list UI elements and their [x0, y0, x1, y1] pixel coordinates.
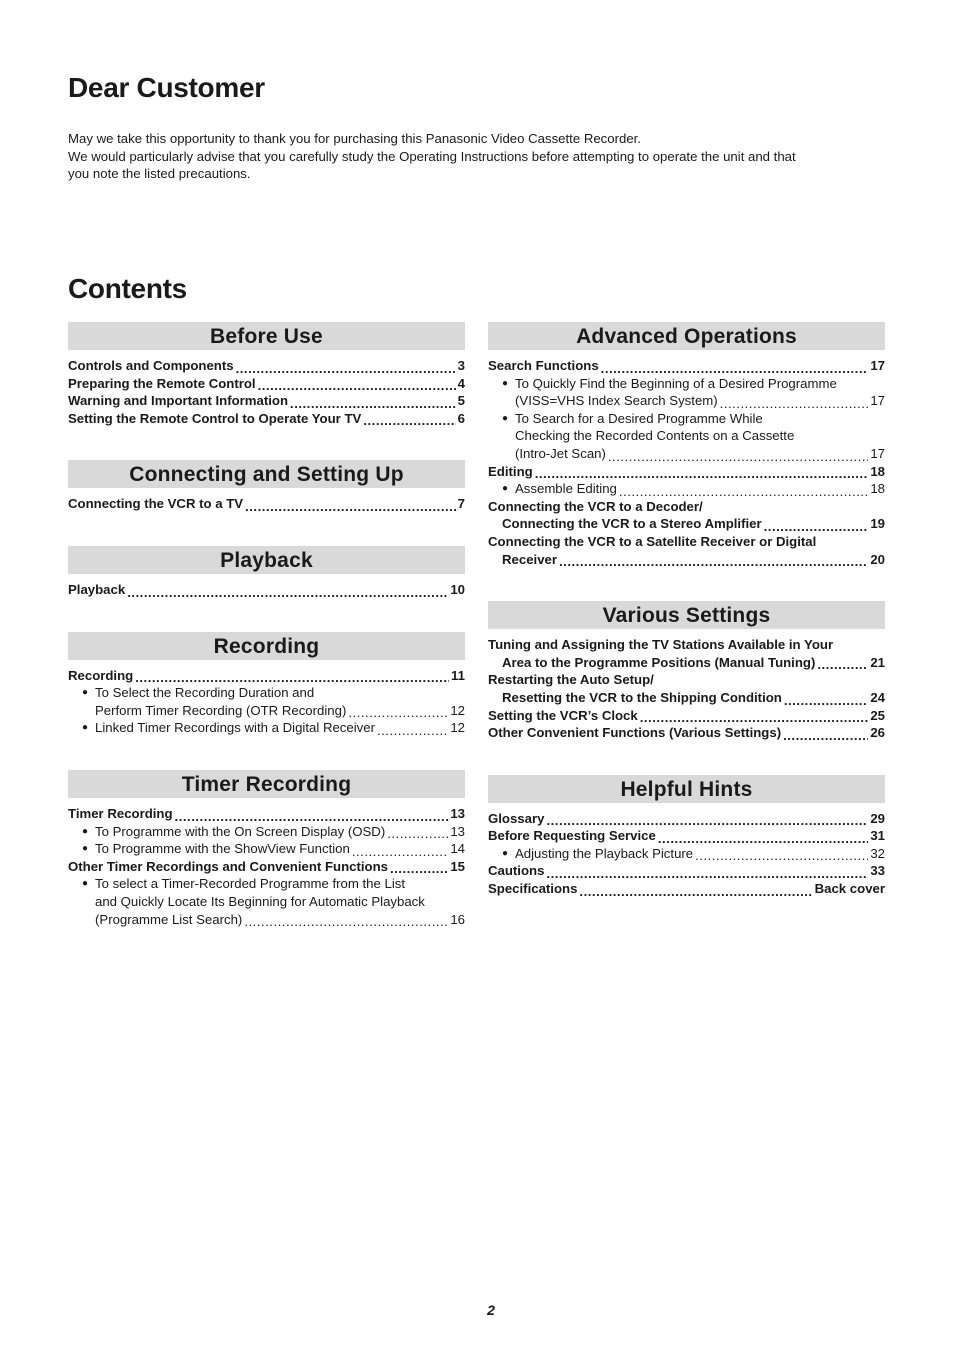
toc-page-number: 7 — [457, 496, 465, 512]
toc-subentry[interactable] — [488, 427, 885, 445]
toc-entry-text: (Programme List Search) — [95, 911, 243, 927]
contents-right-column — [488, 322, 885, 898]
bullet-icon: ● — [82, 722, 89, 734]
toc-page-number: 10 — [450, 581, 465, 597]
toc-entry-text: Controls and Components — [68, 358, 234, 373]
toc-entry-text: Tuning and Assigning the TV Stations Available in Your — [488, 637, 834, 653]
leader-dots — [363, 413, 455, 427]
section-before-use — [68, 322, 465, 427]
toc-page-number: 17 — [870, 393, 885, 409]
leader-dots — [258, 378, 456, 392]
toc-entry-text: (VISS=VHS Index Search System) — [515, 393, 718, 409]
toc-page-number: 25 — [870, 707, 885, 723]
toc-page-number: 21 — [870, 654, 885, 670]
toc-entry-text: To Programme with the On Screen Display (OSD) — [95, 823, 386, 839]
toc-subentry[interactable] — [68, 840, 465, 858]
toc-entry-text: Cautions — [488, 863, 545, 879]
toc-page-number: 12 — [450, 702, 465, 718]
toc-page-number: 33 — [870, 863, 885, 879]
intro-line: you note the listed precautions. — [68, 166, 251, 181]
bullet-icon: ● — [502, 483, 509, 495]
section-entries — [488, 803, 885, 898]
toc-page-number: 17 — [870, 445, 885, 461]
leader-dots — [658, 831, 868, 845]
toc-entry[interactable] — [68, 495, 465, 513]
toc-entry-text: Search Functions — [488, 358, 599, 373]
leader-dots — [245, 499, 456, 513]
contents-left-column — [68, 322, 465, 928]
leader-dots — [608, 449, 868, 463]
toc-entry[interactable] — [68, 375, 465, 393]
toc-page-number: 12 — [450, 720, 465, 736]
toc-entry-text: and Quickly Locate Its Beginning for Automatic Playback — [95, 893, 425, 909]
leader-dots — [764, 519, 869, 533]
toc-subentry[interactable] — [488, 410, 885, 428]
toc-entry[interactable] — [68, 410, 465, 428]
toc-page-number: 5 — [457, 393, 465, 409]
intro-paragraph — [68, 130, 888, 183]
toc-entry-text: Specifications — [488, 881, 578, 897]
toc-entry-text: Connecting the VCR to a Stereo Amplifier — [502, 516, 762, 532]
toc-subentry[interactable] — [488, 392, 885, 410]
toc-entry-text: Playback — [68, 581, 126, 597]
toc-entry[interactable] — [488, 463, 885, 481]
toc-entry-text: (Intro-Jet Scan) — [515, 445, 606, 461]
section-various-settings — [488, 601, 885, 742]
section-entries — [68, 574, 465, 599]
toc-subentry[interactable] — [68, 823, 465, 841]
leader-dots — [377, 723, 448, 737]
toc-entry-text: To Programme with the ShowView Function — [95, 841, 350, 857]
toc-entry[interactable] — [68, 667, 465, 685]
section-heading: Recording — [68, 632, 465, 660]
toc-page-number: 18 — [870, 481, 885, 497]
toc-entry[interactable] — [488, 515, 885, 533]
section-connecting — [68, 460, 465, 513]
toc-entry-text: To Quickly Find the Beginning of a Desired Programme — [515, 375, 837, 391]
section-entries — [68, 350, 465, 427]
toc-page-number: 6 — [457, 410, 465, 426]
section-heading: Advanced Operations — [488, 322, 885, 350]
toc-entry-text: Editing — [488, 463, 533, 479]
toc-subentry[interactable] — [68, 702, 465, 720]
leader-dots — [290, 396, 456, 410]
leader-dots — [695, 848, 868, 862]
leader-dots — [619, 484, 868, 498]
toc-page-number: 13 — [450, 823, 465, 839]
section-heading: Timer Recording — [68, 770, 465, 798]
toc-subentry[interactable] — [68, 893, 465, 911]
bullet-icon: ● — [82, 825, 89, 837]
toc-entry[interactable] — [68, 357, 465, 375]
toc-page-number: 32 — [870, 845, 885, 861]
toc-entry-text: Preparing the Remote Control — [68, 375, 256, 391]
toc-entry-text: Linked Timer Recordings with a Digital Receiver — [95, 720, 375, 736]
section-timer-recording — [68, 770, 465, 928]
toc-entry[interactable] — [488, 862, 885, 880]
intro-line: May we take this opportunity to thank you for purchasing this Panasonic Video Cassette Recorder. — [68, 131, 641, 146]
toc-page-number: 3 — [457, 358, 465, 373]
leader-dots — [535, 466, 869, 480]
page-title: Dear Customer — [68, 72, 265, 103]
toc-entry-text: Setting the VCR’s Clock — [488, 707, 638, 723]
section-entries — [68, 488, 465, 513]
toc-entry[interactable] — [488, 707, 885, 725]
toc-entry[interactable] — [488, 533, 885, 551]
toc-page-number: 4 — [457, 375, 465, 391]
toc-page-number: 14 — [450, 841, 465, 857]
toc-page-number: 13 — [450, 805, 465, 821]
toc-entry[interactable] — [488, 827, 885, 845]
leader-dots — [348, 705, 448, 719]
toc-entry-text: Receiver — [502, 551, 557, 567]
bullet-icon: ● — [502, 412, 509, 424]
bullet-icon: ● — [502, 847, 509, 859]
section-recording — [68, 632, 465, 737]
contents-title: Contents — [68, 273, 187, 304]
toc-entry[interactable] — [488, 724, 885, 742]
toc-page-number: 24 — [870, 689, 885, 705]
toc-page-number: 17 — [870, 358, 885, 373]
leader-dots — [817, 657, 868, 671]
toc-subentry[interactable] — [488, 445, 885, 463]
section-heading: Helpful Hints — [488, 775, 885, 803]
toc-subentry[interactable] — [68, 684, 465, 702]
section-entries — [488, 350, 885, 568]
bullet-icon: ● — [82, 878, 89, 890]
bullet-icon: ● — [82, 687, 89, 699]
leader-dots — [387, 826, 448, 840]
section-heading: Connecting and Setting Up — [68, 460, 465, 488]
toc-entry-text: Setting the Remote Control to Operate Your TV — [68, 410, 362, 426]
toc-entry-text: Checking the Recorded Contents on a Cassette — [515, 428, 795, 444]
section-helpful-hints — [488, 775, 885, 898]
toc-entry[interactable] — [488, 880, 885, 898]
toc-entry[interactable] — [488, 357, 885, 375]
toc-subentry[interactable] — [68, 719, 465, 737]
leader-dots — [236, 361, 456, 375]
toc-page-number: 16 — [450, 911, 465, 927]
section-entries — [488, 629, 885, 742]
toc-entry-text: Recording — [68, 667, 134, 683]
toc-entry-text: Perform Timer Recording (OTR Recording) — [95, 702, 347, 718]
toc-entry-text: To Select the Recording Duration and — [95, 685, 315, 701]
toc-entry-text: Timer Recording — [68, 805, 173, 821]
section-entries — [68, 798, 465, 928]
leader-dots — [784, 693, 868, 707]
leader-dots — [640, 710, 869, 724]
toc-entry-text: Other Timer Recordings and Convenient Functions — [68, 858, 388, 874]
bullet-icon: ● — [82, 843, 89, 855]
leader-dots — [720, 396, 869, 410]
leader-dots — [127, 585, 448, 599]
leader-dots — [579, 884, 812, 898]
toc-entry-text: Assemble Editing — [515, 481, 617, 497]
section-heading: Before Use — [68, 322, 465, 350]
toc-entry-text: Area to the Programme Positions (Manual Tuning) — [502, 654, 816, 670]
toc-entry[interactable] — [68, 392, 465, 410]
toc-entry[interactable] — [488, 636, 885, 654]
leader-dots — [135, 670, 449, 684]
toc-entry-text: Adjusting the Playback Picture — [515, 845, 694, 861]
toc-entry[interactable] — [488, 654, 885, 672]
toc-subentry[interactable] — [488, 375, 885, 393]
section-heading: Various Settings — [488, 601, 885, 629]
toc-entry-text: Connecting the VCR to a Decoder/ — [488, 498, 703, 514]
leader-dots — [352, 844, 448, 858]
toc-entry-text: To Search for a Desired Programme While — [515, 410, 763, 426]
toc-page-number: 26 — [870, 725, 885, 741]
toc-entry-text: Resetting the VCR to the Shipping Condition — [502, 689, 782, 705]
toc-page-number: 20 — [870, 551, 885, 567]
section-heading: Playback — [68, 546, 465, 574]
toc-entry-text: Connecting the VCR to a TV — [68, 496, 244, 512]
leader-dots — [175, 809, 449, 823]
toc-subentry[interactable] — [68, 911, 465, 929]
toc-subentry[interactable] — [488, 480, 885, 498]
section-entries — [68, 660, 465, 737]
section-playback — [68, 546, 465, 599]
leader-dots — [546, 866, 868, 880]
leader-dots — [601, 361, 869, 375]
toc-entry-text: Glossary — [488, 810, 545, 826]
leader-dots — [559, 554, 868, 568]
toc-entry-text: Connecting the VCR to a Satellite Receiver or Digital — [488, 533, 817, 549]
leader-dots — [783, 728, 868, 742]
toc-page-number: Back cover — [814, 881, 885, 897]
toc-entry-text: Other Convenient Functions (Various Settings) — [488, 725, 782, 741]
toc-entry[interactable] — [488, 671, 885, 689]
toc-page-number: 18 — [870, 463, 885, 479]
toc-subentry[interactable] — [68, 875, 465, 893]
toc-entry[interactable] — [488, 498, 885, 516]
page-number: 2 — [487, 1302, 495, 1318]
toc-entry-text: To select a Timer-Recorded Programme from the List — [95, 876, 406, 892]
toc-page-number: 15 — [450, 858, 465, 874]
leader-dots — [546, 813, 868, 827]
toc-entry[interactable] — [488, 689, 885, 707]
toc-entry[interactable] — [68, 805, 465, 823]
toc-entry[interactable] — [488, 551, 885, 569]
toc-entry-text: Restarting the Auto Setup/ — [488, 672, 654, 688]
bullet-icon: ● — [502, 377, 509, 389]
toc-page-number: 31 — [870, 828, 885, 844]
section-advanced-operations — [488, 322, 885, 568]
toc-page-number: 29 — [870, 810, 885, 826]
toc-entry[interactable] — [488, 810, 885, 828]
toc-entry[interactable] — [68, 858, 465, 876]
toc-entry[interactable] — [68, 581, 465, 599]
leader-dots — [244, 914, 448, 928]
toc-page-number: 11 — [451, 667, 465, 683]
intro-line: We would particularly advise that you carefully study the Operating Instructions before attempting to operate the unit and that — [68, 148, 796, 164]
toc-entry-text: Before Requesting Service — [488, 828, 656, 844]
toc-subentry[interactable] — [488, 845, 885, 863]
toc-page-number: 19 — [870, 516, 885, 532]
leader-dots — [390, 861, 448, 875]
toc-entry-text: Warning and Important Information — [68, 393, 289, 409]
